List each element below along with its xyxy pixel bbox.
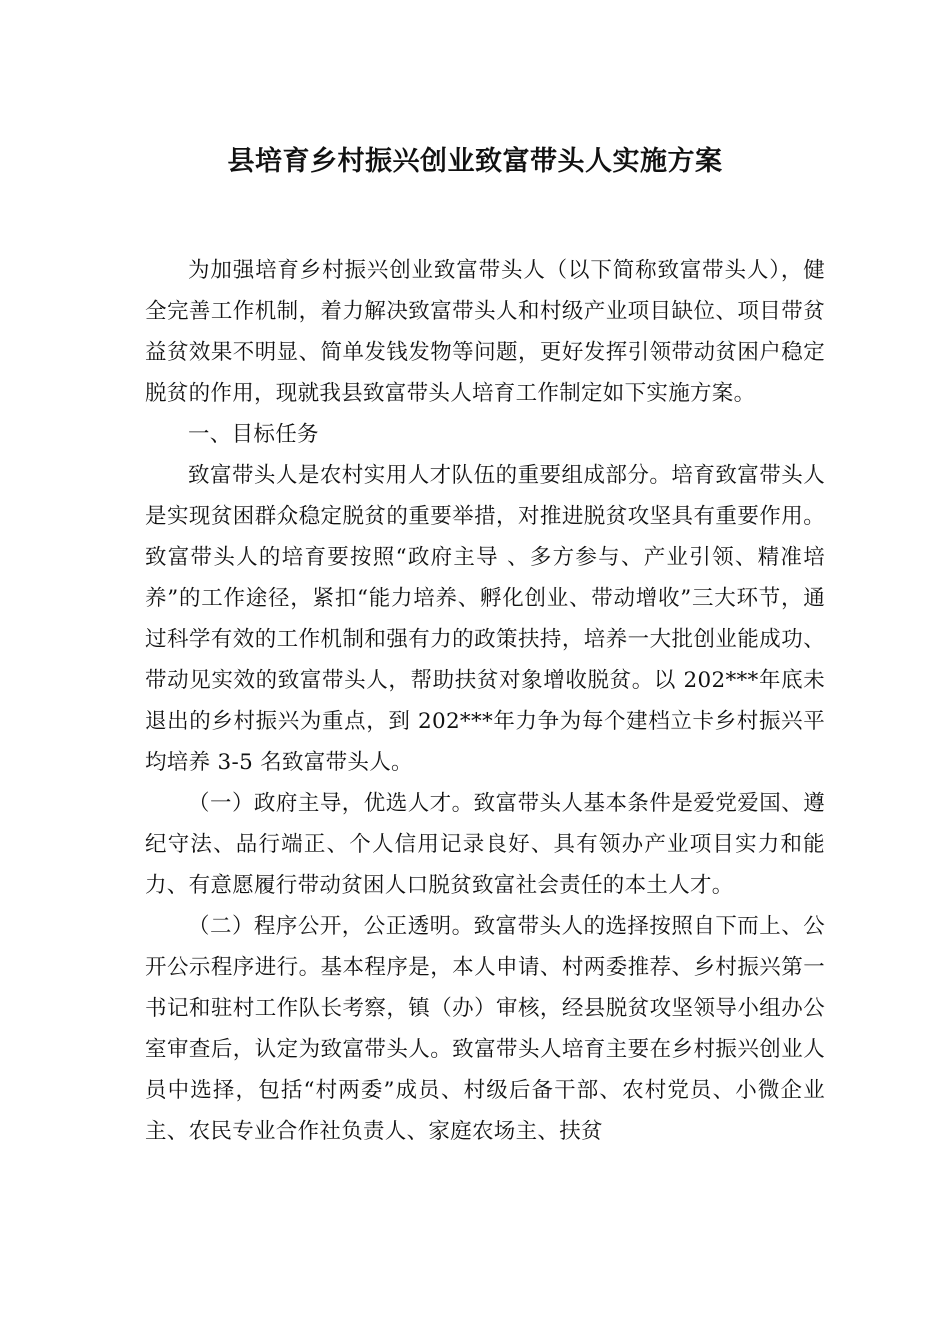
paragraph-section-2: （二）程序公开，公正透明。致富带头人的选择按照自下而上、公开公示程序进行。基本程序是，本人申请、村两委推荐、乡村振兴第一书记和驻村工作队长考察，镇（办）审核，经县脱贫攻坚领导小组办公室审查后，认定为致富带头人。致富带头人培育主要在乡村振兴创业人员中选择，包括“村两委”成员、村级后备干部、农村党员、小微企业主、农民专业合作社负责人、家庭农场主、扶贫: [145, 914, 825, 1144]
heading-goals: 一、目标任务: [188, 422, 319, 447]
paragraph-intro: 为加强培育乡村振兴创业致富带头人（以下简称致富带头人），健全完善工作机制，着力解决致富带头人和村级产业项目缺位、项目带贫益贫效果不明显、简单发钱发物等问题，更好发挥引领带动贫困户稳定脱贫的作用，现就我县致富带头人培育工作制定如下实施方案。: [145, 258, 825, 406]
document-title: 县培育乡村振兴创业致富带头人实施方案: [227, 146, 723, 177]
document-body: [145, 250, 825, 1152]
paragraph-goals: 致富带头人是农村实用人才队伍的重要组成部分。培育致富带头人是实现贫困群众稳定脱贫的重要举措，对推进脱贫攻坚具有重要作用。致富带头人的培育要按照“政府主导 、多方参与、产业引领、精准培养”的工作途径，紧扣“能力培养、孵化创业、带动增收”三大环节，通过科学有效的工作机制和强有力的政策扶持，培养一大批创业能成功、带动见实效的致富带头人，帮助扶贫对象增收脱贫。以 202***年底未退出的乡村振兴为重点，到 202***年力争为每个建档立卡乡村振兴平均培养 3-5 名致富带头人。: [145, 463, 825, 775]
paragraph-section-1: （一）政府主导，优选人才。致富带头人基本条件是爱党爱国、遵纪守法、品行端正、个人信用记录良好、具有领办产业项目实力和能力、有意愿履行带动贫困人口脱贫致富社会责任的本土人才。: [145, 791, 825, 898]
